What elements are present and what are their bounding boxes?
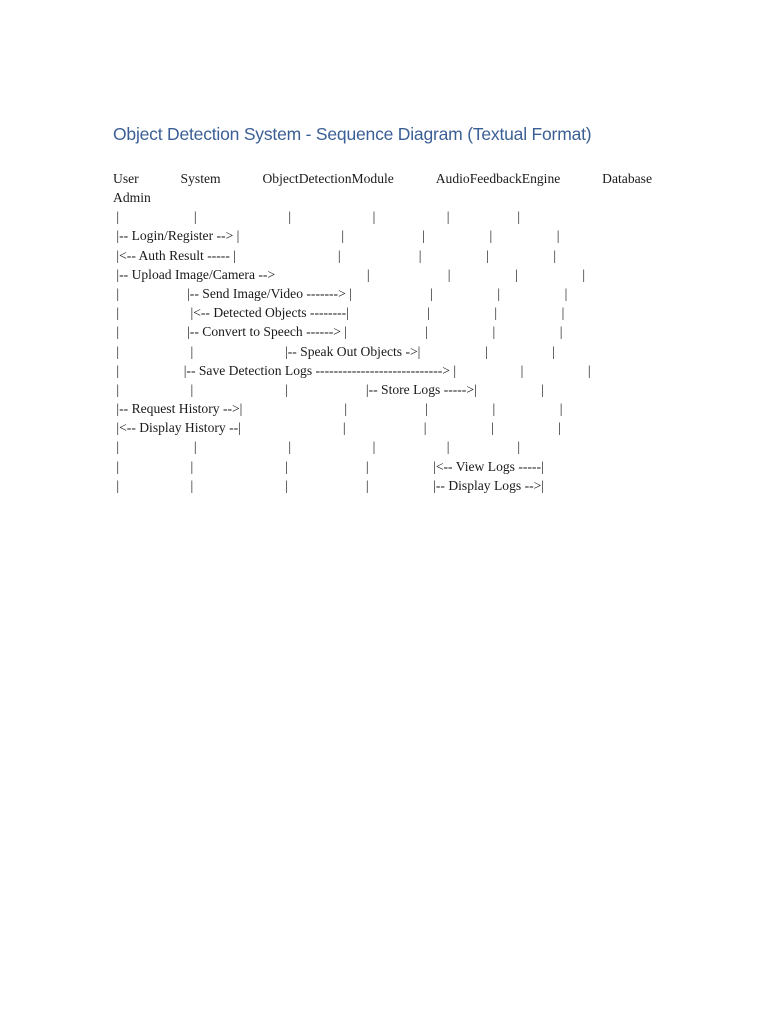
actor-system: System bbox=[180, 171, 221, 186]
diagram-line: |-- Upload Image/Camera --> | | | | bbox=[113, 266, 586, 282]
actor-user: User bbox=[113, 171, 139, 186]
diagram-line: | |-- Save Detection Logs ----------------------------> | | | bbox=[113, 362, 591, 378]
diagram-line: | |<-- Detected Objects --------| | | | bbox=[113, 305, 565, 321]
actor-admin: Admin bbox=[113, 190, 151, 205]
diagram-line: | |-- Convert to Speech ------> | | | | bbox=[113, 324, 563, 340]
diagram-line: | | | |-- Store Logs ----->| | bbox=[113, 381, 545, 397]
actor-database: Database bbox=[602, 171, 652, 186]
actor-header-row bbox=[113, 169, 652, 188]
diagram-line: |-- Request History -->| | | | | bbox=[113, 401, 563, 417]
diagram-line: |<-- Display History --| | | | | bbox=[113, 420, 562, 436]
document-title: Object Detection System - Sequence Diagram (Textual Format) bbox=[113, 124, 592, 144]
actor-object-detection-module: ObjectDetectionModule bbox=[262, 171, 394, 186]
diagram-line: |-- Login/Register --> | | | | | bbox=[113, 228, 560, 244]
diagram-line: |<-- Auth Result ----- | | | | | bbox=[113, 247, 557, 263]
diagram-line: | | | | | | bbox=[113, 209, 521, 225]
diagram-line: | | | | |<-- View Logs -----| bbox=[113, 458, 544, 474]
sequence-diagram-text bbox=[113, 169, 658, 495]
diagram-line: | |-- Send Image/Video -------> | | | | bbox=[113, 285, 568, 301]
diagram-line: | | | | |-- Display Logs -->| bbox=[113, 477, 545, 493]
diagram-line: | | | | | | bbox=[113, 439, 521, 455]
actor-audio-feedback-engine: AudioFeedbackEngine bbox=[435, 171, 561, 186]
diagram-line: | | |-- Speak Out Objects ->| | | bbox=[113, 343, 555, 359]
